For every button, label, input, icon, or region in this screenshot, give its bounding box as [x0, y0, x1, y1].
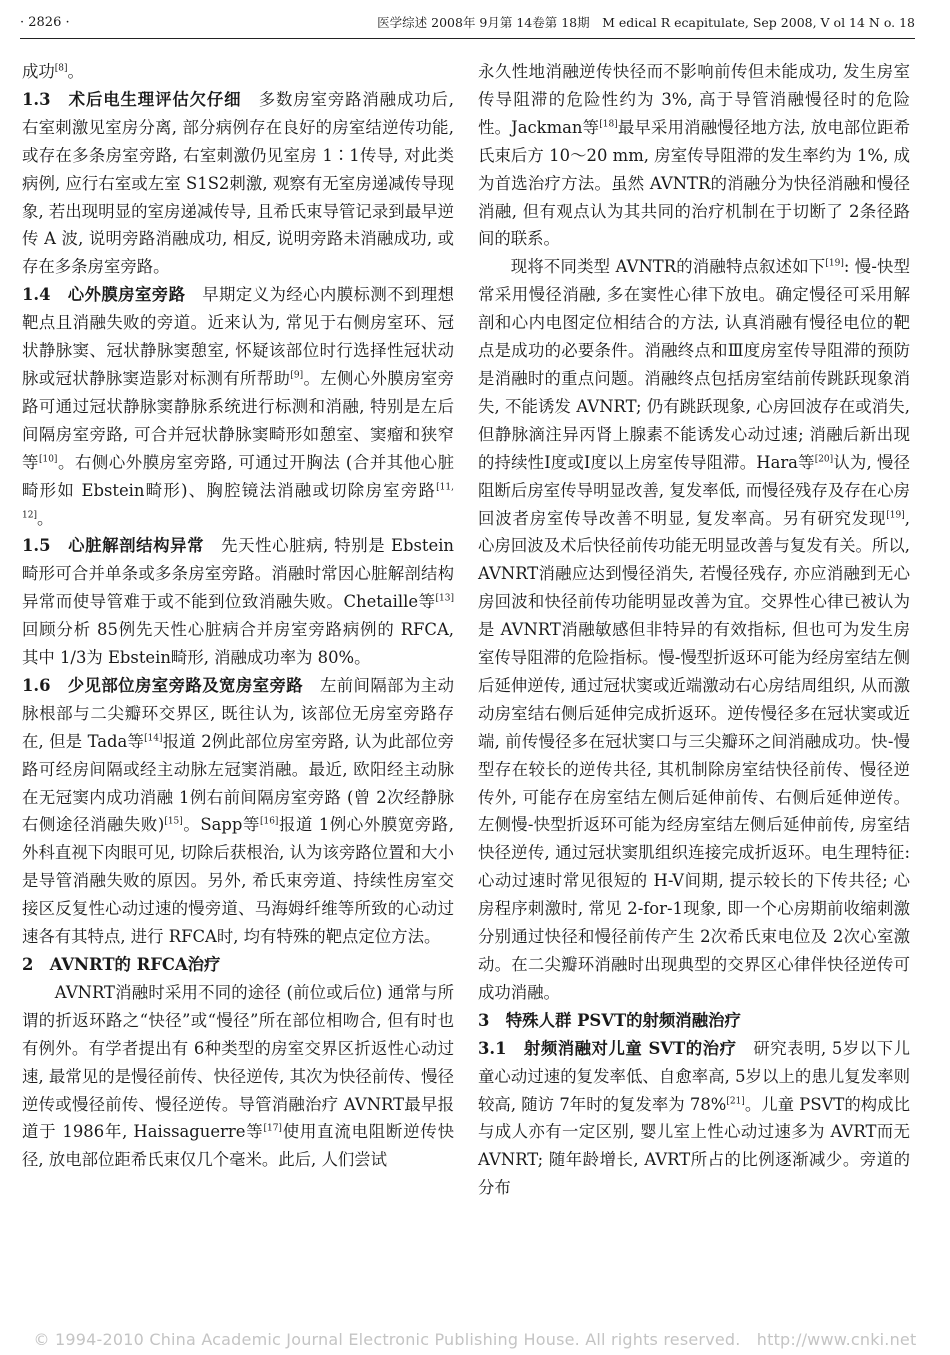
citation-ref: [19]	[886, 510, 905, 521]
citation-ref: [17]	[263, 1123, 282, 1134]
citation-ref: [21]	[726, 1096, 745, 1107]
copyright-watermark: © 1994-2010 China Academic Journal Electronic Publishing House. All rights reserved. http://www.cnki.net	[33, 1330, 917, 1349]
section-heading: 1.6 少见部位房室旁路及宽房室旁路	[22, 675, 320, 695]
avnrt-types-paragraph: 现将不同类型 AVNTR的消融特点叙述如下[19]: 慢-快型常采用慢径消融, 多在窦性心律下放电。确定慢径可采用解剖和心内电图定位相结合的方法, 认真消融有慢径电位的靶点是成功的必要条件。消融终点和Ⅲ度房室传导阻滞的预防是消融时的重点问题。消融终点包括房室结前传跳跃现象消失, 不能诱发 AVNRT; 仍有跳跃现象, 心房回波存在或消失, 但静脉滴注异丙肾上腺素不能诱发心动过速; 消融后新出现的持续性Ⅰ度或Ⅰ度以上房室传导阻滞。Hara等[20]认为, 慢径阻断后房室传导明显改善, 复发率低, 而慢径残存及存在心房回波者房室传导改善不明显, 复发率高。另有研究发现[19], 心房回波及术后快径前传功能无明显改善与复发有关。所以, AVNRT消融应达到慢径消失, 若慢径残存, 亦应消融到无心房回波和快径前传功能明显改善为宜。交界性心律已被认为是 AVNRT消融敏感但非特异的有效指标, 但也可为发生房室传导阻滞的危险指标。慢-慢型折返环可能为经房室结左侧后延伸逆传, 通过冠状窦或近端激动右心房结周组织, 从而激动房室结右侧后延伸完成折返环。逆传慢径多在冠状窦或近端, 前传慢径多在冠状窦口与三尖瓣环之间消融成功。快-慢型存在较长的逆传共径, 其机制除房室结快径前传、慢径逆传外, 可能存在房室结左侧后延伸前传、右侧后延伸逆传。左侧慢-快型折返环可能为经房室结左侧后延伸前传, 房室结快径逆传, 通过冠状窦肌组织连接完成折返环。电生理特征: 心动过速时常见很短的 H-V间期, 提示较长的下传共径; 心房程序刺激时, 常见 2-for-1现象, 即一个心房期前收缩刺激分别通过快径和慢径前传产生 2次希氏束电位及 2次心室激动。在二尖瓣环消融时出现典型的交界区心律伴快径逆传可成功消融。	[478, 257, 911, 1002]
citation-ref: [10]	[38, 454, 58, 465]
citation-ref: [13]	[435, 593, 454, 604]
section-3-heading: 3 特殊人群 PSVT的射频消融治疗	[478, 1010, 741, 1030]
paragraph-continuation: 成功[8]。	[22, 62, 84, 81]
right-column	[478, 58, 910, 1202]
page-number: · 2826 ·	[20, 15, 70, 30]
section-1-5: 1.5 心脏解剖结构异常 先天性心脏病, 特别是 Ebstein畸形可合并单条或多条房室旁路。消融时常因心脏解剖结构异常而使导管难于或不能到位致消融失败。Chetaille等[13]回顾分析 85例先天性心脏病合并房室旁路病例的 RFCA, 其中 1/3为 Ebstein畸形, 消融成功率为 80%。	[22, 536, 454, 668]
citation-ref: [18]	[599, 119, 618, 130]
section-1-6: 1.6 少见部位房室旁路及宽房室旁路 左前间隔部为主动脉根部与二尖瓣环交界区, 既往认为, 该部位无房室旁路存在, 但是 Tada等[14]报道 2例此部位房室旁路, 认为此部位旁路可经房间隔或经主动脉左冠窦消融。最近, 欧阳经主动脉在无冠窦内成功消融 1例右前间隔房室旁路 (曾 2次经静脉右侧途径消融失败)[15]。Sapp等[16]报道 1例心外膜宽旁路, 外科直视下肉眼可见, 切除后获根治, 认为该旁路位置和大小是导管消融失败的原因。另外, 希氏束旁道、持续性房室交接区反复性心动过速的慢旁道、马海姆纤维等所致的心动过速各有其特点, 进行 RFCA时, 均有特殊的靶点定位方法。	[22, 675, 455, 947]
citation-ref: [16]	[259, 817, 279, 827]
left-column	[22, 58, 454, 1174]
paragraph-continuation: 永久性地消融逆传快径而不影响前传但未能成功, 发生房室传导阻滞的危险性约为 3%, 高于导管消融慢径时的危险性。Jackman等[18]最早采用消融慢径地方法, 放电部位距希氏束后方 10～20 mm, 房室传导阻滞的发生率约为 1%, 成为首选治疗方法。虽然 AVNTR的消融分为快径消融和慢径消融, 但有观点认为其共同的治疗机制在于切断了 2条径路间的联系。	[478, 62, 910, 249]
section-1-4: 1.4 心外膜房室旁路 早期定义为经心内膜标测不到理想靶点且消融失败的旁道。近来认为, 常见于右侧房室环、冠状静脉窦、冠状静脉窦憩室, 怀疑该部位时行选择性冠状动脉或冠状静脉窦造影对标测有所帮助[9]。左侧心外膜房室旁路可通过冠状静脉窦静脉系统进行标测和消融, 特别是左后间隔房室旁路, 可合并冠状静脉窦畸形如憩室、窦瘤和狭窄等[10]。右侧心外膜房室旁路, 可通过开胸法 (合并其他心脏畸形如 Ebstein畸形)、胸腔镜法消融或切除房室旁路[11, 12]。	[22, 285, 455, 528]
citation-ref: [14]	[144, 733, 163, 744]
citation-ref: [19]	[825, 258, 844, 269]
section-heading: 1.4 心外膜房室旁路	[22, 285, 203, 305]
section-heading: 1.3 术后电生理评估欠仔细	[22, 89, 259, 109]
running-header	[20, 12, 915, 38]
citation-ref: [9]	[290, 370, 304, 381]
citation-ref: [20]	[814, 454, 834, 465]
section-2-body: AVNRT消融时采用不同的途径 (前位或后位) 通常与所谓的折返环路之“快径”或“慢径”所在部位相吻合, 但有时也有例外。有学者提出有 6种类型的房室交界区折返性心动过速, 最常见的是慢径前传、快径逆传, 其次为快径前传、慢径逆传或慢径前传、慢径逆传。导管消融治疗 AVNRT最早报道于 1986年, Haissaguerre等[17]使用直流电阻断逆传快径, 放电部位距希氏束仅几个毫米。此后, 人们尝试	[22, 982, 454, 1170]
citation-ref: [11, 12]	[22, 482, 454, 521]
section-3-1: 3.1 射频消融对儿童 SVT的治疗 研究表明, 5岁以下儿童心动过速的复发率低、自愈率高, 5岁以上的患儿复发率则较高, 随访 7年时的复发率为 78%[21]。儿童 PSVT的构成比与成人亦有一定区别, 婴儿室上性心动过速多为 AVRT而无 AVNRT; 随年龄增长, AVRT所占的比例逐渐减少。旁道的分布	[478, 1038, 910, 1198]
section-1-3: 1.3 术后电生理评估欠仔细 多数房室旁路消融成功后, 右室刺激见室房分离, 部分病例存在良好的房室结逆传功能, 或存在多条房室旁路, 右室刺激仍见室房 1∶1传导, 对此类病例, 应行右室或左室 S1S2刺激, 观察有无室房递减传导现象, 若出现明显的室房递减传导, 且希氏束导管记录到最早逆传 A 波, 说明旁路消融成功, 相反, 说明旁路未消融成功, 或存在多条房室旁路。	[22, 89, 454, 277]
citation-ref: [8]	[54, 63, 68, 74]
section-2-heading: 2 AVNRT的 RFCA治疗	[22, 955, 221, 974]
citation-ref: [15]	[164, 817, 183, 827]
header-rule	[20, 38, 915, 39]
journal-citation: 医学综述 2008年 9月第 14卷第 18期 M edical R ecapitulate, Sep 2008, V ol 14 N o. 18	[377, 15, 915, 30]
section-heading: 1.5 心脏解剖结构异常	[22, 536, 222, 556]
section-heading: 3.1 射频消融对儿童 SVT的治疗	[478, 1038, 754, 1058]
